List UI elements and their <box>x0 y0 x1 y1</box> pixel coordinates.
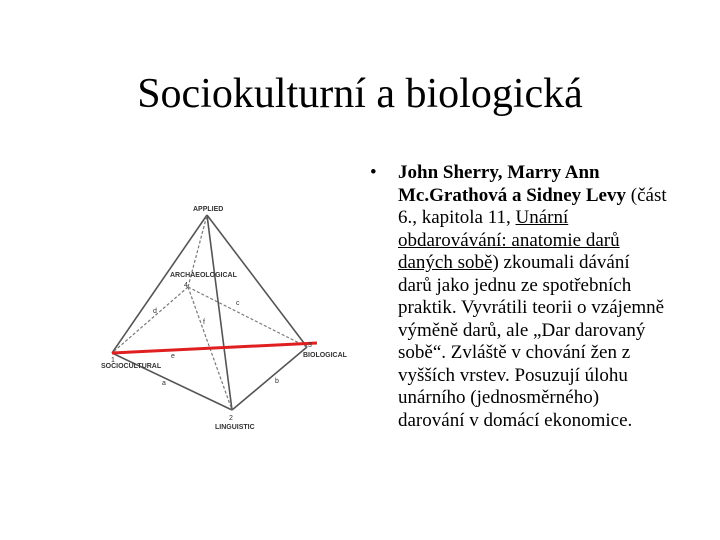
number-archaeological: 4 <box>184 282 188 289</box>
tetrahedron-diagram <box>95 195 365 440</box>
slide-title: Sociokulturní a biologická <box>137 71 583 117</box>
edge-label-c: c <box>236 300 240 307</box>
label-linguistic: LINGUISTIC <box>215 424 255 431</box>
bullet-authors: John Sherry, Marry Ann Mc.Grathová a Sidney Levy <box>398 162 626 206</box>
bullet-text-before: (část 6., kapitola 11, <box>398 184 667 228</box>
bullet-text-after: ) zkoumali dávání darů jako jednu ze spotřebních praktik. Vyvrátili teorii o vzájemně výměně darů, ale „Dar darovaný sobě“. Zvláště v chování žen z vyšších vrstev. Posuzují úlohu unárního (jednosměrného) darování v domácí ekonomice. <box>398 252 665 431</box>
bullet-marker: • <box>370 162 377 183</box>
number-sociocultural: 1 <box>111 357 115 364</box>
edge-archaeological-biological <box>188 287 307 347</box>
book-chapter-title: Unární obdarovávání: anatomie darů daných sobě <box>398 207 620 273</box>
number-linguistic: 2 <box>229 415 233 422</box>
highlight-line <box>112 343 317 353</box>
tetrahedron-svg <box>95 195 365 440</box>
edge-label-f: f <box>203 319 205 326</box>
label-biological: BIOLOGICAL <box>303 352 347 359</box>
edge-label-d: d <box>153 308 157 315</box>
number-biological: 3 <box>308 342 312 349</box>
label-sociocultural: SOCIOCULTURAL <box>101 363 162 370</box>
edge-sociocultural-linguistic <box>112 353 232 410</box>
edge-label-e: e <box>171 353 175 360</box>
edge-label-a: a <box>162 380 166 387</box>
edge-applied-sociocultural <box>112 215 207 353</box>
bullet-text <box>398 162 668 432</box>
label-applied: APPLIED <box>193 206 224 213</box>
label-archaeological: ARCHAEOLOGICAL <box>170 272 237 279</box>
edge-label-b: b <box>275 378 279 385</box>
edge-biological-linguistic <box>232 347 307 410</box>
